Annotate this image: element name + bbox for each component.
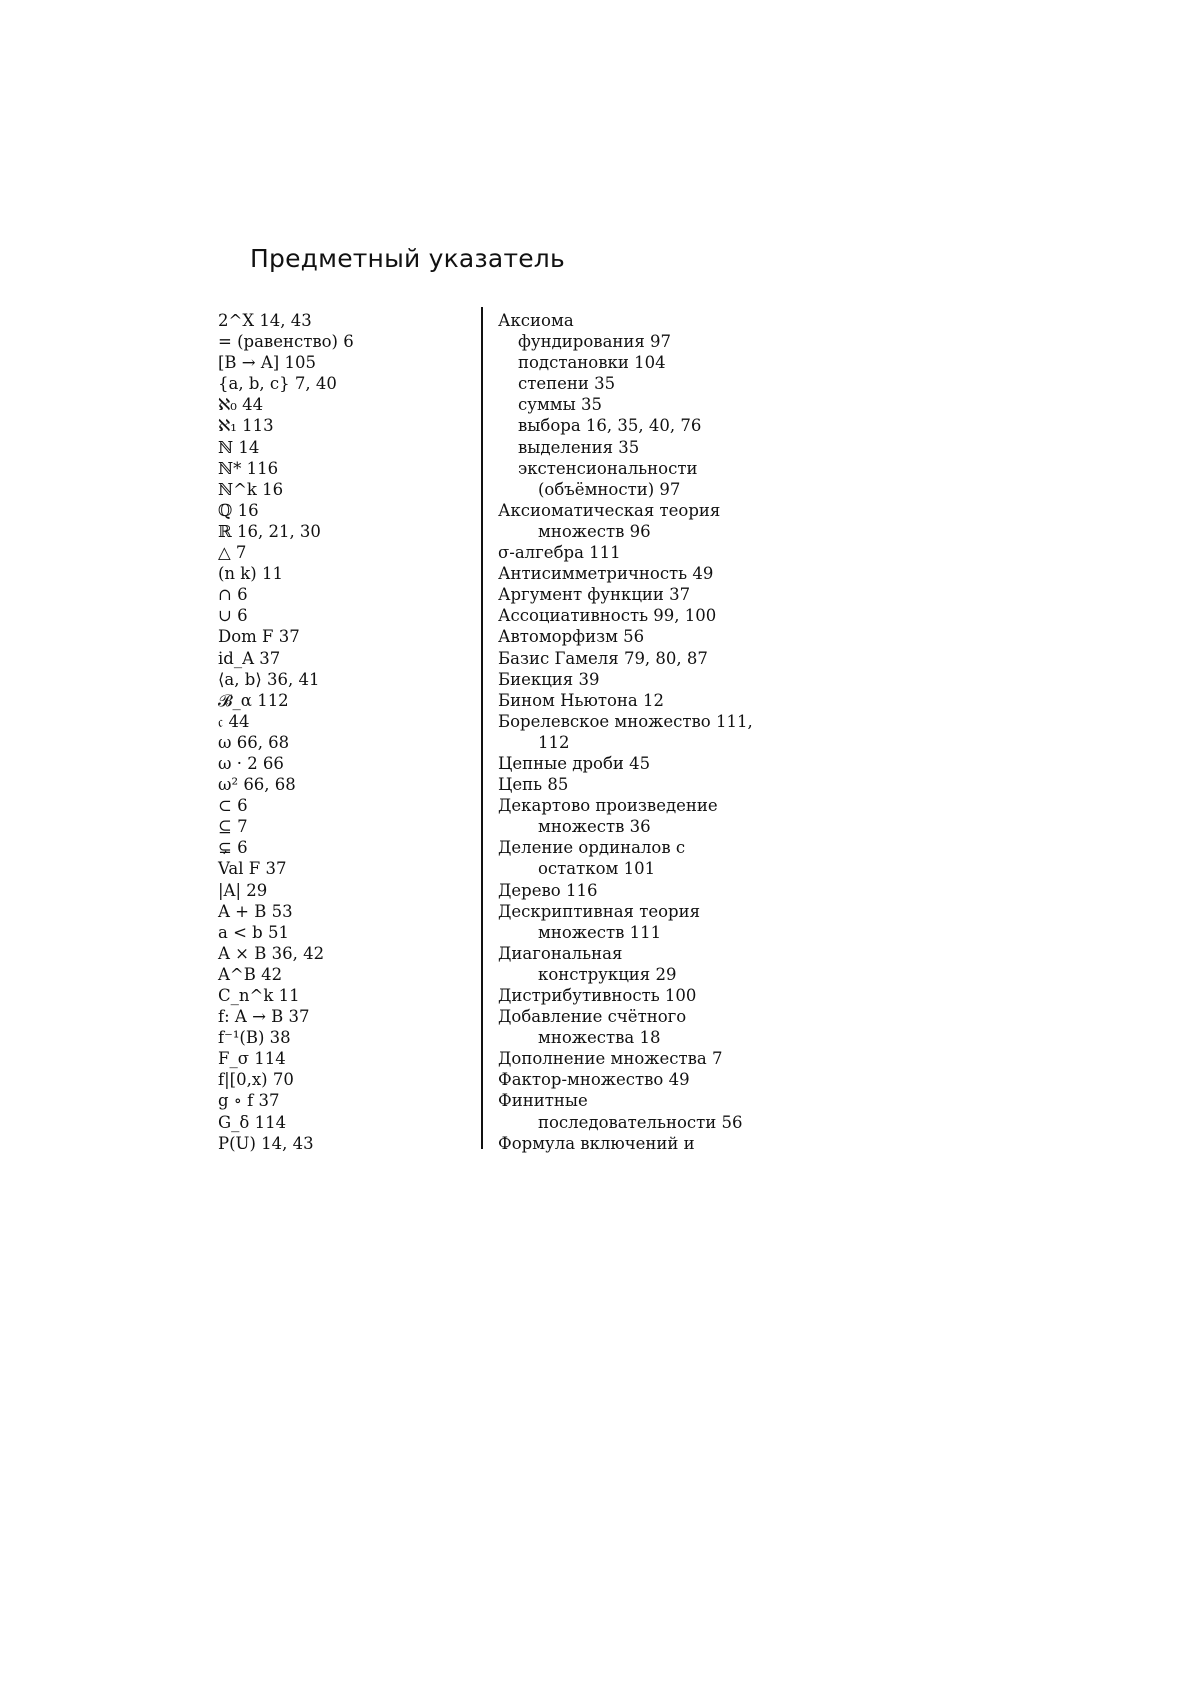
index-entry: ω · 2 66 <box>218 753 284 773</box>
index-continuation: множеств 96 <box>538 521 651 541</box>
index-entry: Борелевское множество 111, <box>498 711 753 731</box>
index-entry: (n k) 11 <box>218 564 283 584</box>
index-entry: Добавление счётного <box>498 1007 687 1027</box>
index-entry: Ассоциативность 99, 100 <box>498 606 717 626</box>
index-entry: g ∘ f 37 <box>218 1091 280 1111</box>
index-entry: [B → A] 105 <box>218 353 316 373</box>
index-entry: a < b 51 <box>218 922 289 942</box>
column-divider <box>481 307 483 1149</box>
index-entry: A^B 42 <box>218 964 283 984</box>
index-continuation: (объёмности) 97 <box>538 479 681 499</box>
index-entry: id_A 37 <box>218 648 281 668</box>
index-continuation: остатком 101 <box>538 859 656 879</box>
index-entry: ℕ* 116 <box>218 458 279 478</box>
index-entry: {a, b, c} 7, 40 <box>218 374 337 394</box>
index-entry: ∪ 6 <box>218 606 248 626</box>
index-entry: A × B 36, 42 <box>218 943 325 963</box>
index-entry: Аргумент функции 37 <box>498 585 691 605</box>
index-entry: Автоморфизм 56 <box>498 627 645 647</box>
index-entry: Базис Гамеля 79, 80, 87 <box>498 648 708 668</box>
index-entry: ℵ₀ 44 <box>218 395 264 415</box>
index-entry: 𝓑_α 112 <box>218 690 289 710</box>
index-subentry: степени 35 <box>518 374 616 394</box>
index-continuation: множества 18 <box>538 1028 661 1048</box>
index-entry: Формула включений и <box>498 1133 695 1153</box>
index-entry: Цепные дроби 45 <box>498 753 651 773</box>
index-entry: f⁻¹(B) 38 <box>218 1028 291 1048</box>
index-entry: Деление ординалов с <box>498 838 686 858</box>
index-subentry: выделения 35 <box>518 437 640 457</box>
index-entry: Декартово произведение <box>498 796 718 816</box>
index-entry: ⊊ 6 <box>218 838 248 858</box>
index-entry: 𝔠 44 <box>218 711 250 731</box>
index-entry: ⊆ 7 <box>218 817 248 837</box>
index-entry: ⊂ 6 <box>218 796 248 816</box>
index-entry: f: A → B 37 <box>218 1007 310 1027</box>
index-entry: ω² 66, 68 <box>218 775 296 795</box>
index-entry: Dom F 37 <box>218 627 300 647</box>
index-entry: σ-алгебра 111 <box>498 543 621 563</box>
index-continuation: 112 <box>538 732 570 752</box>
index-entry: F_σ 114 <box>218 1049 286 1069</box>
index-entry: A + B 53 <box>218 901 293 921</box>
index-continuation: последовательности 56 <box>538 1112 743 1132</box>
index-entry: ℕ^k 16 <box>218 479 284 499</box>
page-title: Предметный указатель <box>250 244 565 273</box>
index-entry: Цепь 85 <box>498 775 569 795</box>
index-column-symbols <box>218 310 468 1154</box>
index-entry: ω 66, 68 <box>218 732 290 752</box>
index-column-terms <box>498 310 798 1154</box>
index-entry: ℕ 14 <box>218 437 260 457</box>
index-entry: Дерево 116 <box>498 880 598 900</box>
index-continuation: конструкция 29 <box>538 964 677 984</box>
index-entry: f|[0,x) 70 <box>218 1070 294 1090</box>
index-entry: ℵ₁ 113 <box>218 416 274 436</box>
index-entry: ℚ 16 <box>218 500 259 520</box>
index-entry: Val F 37 <box>218 859 287 879</box>
index-continuation: множеств 111 <box>538 922 662 942</box>
index-entry: C_n^k 11 <box>218 986 300 1005</box>
index-entry: |A| 29 <box>218 880 268 900</box>
index-continuation: множеств 36 <box>538 817 651 837</box>
index-entry: G_δ 114 <box>218 1112 287 1132</box>
index-entry: Диагональная <box>498 943 623 963</box>
index-entry: Аксиома <box>498 311 574 330</box>
index-entry: ∩ 6 <box>218 585 248 605</box>
index-entry: ℝ 16, 21, 30 <box>218 521 321 541</box>
index-subentry: суммы 35 <box>518 395 602 415</box>
index-entry: 2^X 14, 43 <box>218 311 312 330</box>
index-entry: Бином Ньютона 12 <box>498 690 665 710</box>
index-entry: Антисимметричность 49 <box>498 564 714 584</box>
index-entry: P(U) 14, 43 <box>218 1133 314 1153</box>
index-entry: Биекция 39 <box>498 669 600 689</box>
index-subentry: выбора 16, 35, 40, 76 <box>518 416 702 436</box>
index-entry: Дескриптивная теория <box>498 901 700 921</box>
index-entry: Аксиоматическая теория <box>498 500 721 520</box>
index-entry: Фактор-множество 49 <box>498 1070 690 1090</box>
index-entry: = (равенство) 6 <box>218 332 354 352</box>
index-entry: △ 7 <box>218 543 247 563</box>
index-subentry: фундирования 97 <box>518 332 672 352</box>
index-entry: Дополнение множества 7 <box>498 1049 723 1069</box>
index-entry: Дистрибутивность 100 <box>498 986 697 1005</box>
index-subentry: экстенсиональности <box>518 458 698 478</box>
index-entry: Финитные <box>498 1091 588 1111</box>
index-entry: ⟨a, b⟩ 36, 41 <box>218 669 320 689</box>
index-subentry: подстановки 104 <box>518 353 666 373</box>
